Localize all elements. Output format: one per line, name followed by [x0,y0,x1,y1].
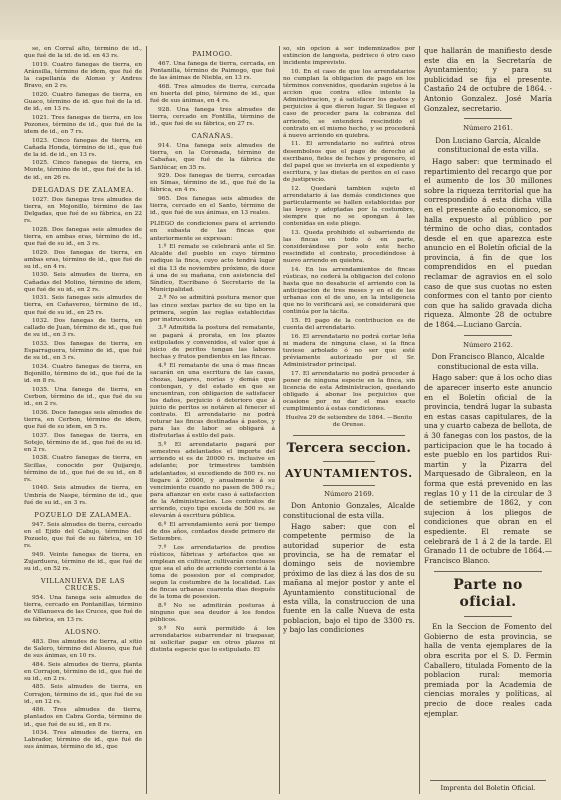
list-item: se, en Corral alto, término de id., que fué de la id. de id. en 43 rs. [24,46,142,60]
list-item: 1035. Una fanega de tierra, en Cerbon, término de id., que fué de su id., en 2 rs. [24,386,142,408]
divider [464,616,512,617]
list-item: 1031. Seis fanegas seis almudes de tierra, en Cañavereo, término de id., que fué de su id., en 25 rs. [24,295,142,316]
notice-number: Número 2169. [324,490,374,499]
list-item: 486. Tres almudes de tierra, plantados en Cabra Gorda, término de id., que fué de su id., en 8 rs. [24,707,142,728]
condition-item: 17. El arrendatario no podrá proceder á poner de ninguna especie en la finca, sin licencia de esta Administracion, quedando obligado á abonar los perjuicios que ocasione por no dar el mas exacto cumplimiento á estas condiciones. [283,370,415,413]
condition-item: 15. El pago de la contribucion es de cuenta del arrendatario. [283,318,415,332]
notice-body: En la Seccion de Fomento del Gobierno de esta provincia, se halla de venta ejemplares de la obra escrita por el S. D. Fermin Caballero, titulada Fomento de la poblacion rural: memoria premiada por la Academia de ciencias morales y políticas, al precio de doce reales cada ejemplar. [424,622,552,718]
date-line [283,415,415,429]
section-title-ayuntamientos: AYUNTAMIENTOS. [285,467,413,481]
col1-intro [24,46,142,182]
condition-item: 3.º Admitida la postura del rematante, se pagará á prorata, en los plazos estipulados y convenidos, el valor que á juicio de peritos tengan las labores hechas y frutos pendientes en las fincas. [150,325,275,360]
notice-body: Hago saber: que á los ocho dias de aparecer inserto este anuncio en el Boletín oficial de la provincia, tendrá lugar la subasta en estas casas capitulares, de la una y cuarto cabeza de bellota, de á 30 fanegas con los pastos, de la participacion que le ha tocado á este pueblo en los partidos Rui-martin y la Pizarra del Marquesado de Gibraleon, en la forma que está prevenido en las reglas 10 y 11 de la circular de 3 de setiembre de 1862, y con sujecion á los pliegos de condiciones que obran en el espediente. El remate se celebrará de 1 á 2 de la tarde. El Granado 11 de octubre de 1864.—Francisco Blanco. [424,373,552,565]
section-heading: CAÑAÑAS. [191,132,234,141]
notice-body: Hago saber: que terminado el repartimiento del recargo que por el aumento de los 30 millones sobre la riqueza territorial que ha correspondido á esta dicha villa en el presente año economico, se halla expuesto al público por término de ocho dias, contados desde el en que aparezca este anuncio en el Boletín oficial de la provincia, á fin de que los comprendidos en el puedan reclamar de agravios en el solo caso de que sus cuotas no esten conformes con el tanto por ciento con que ha salido gravada dicha riqueza. Almonte 28 de octubre de 1864.—Luciano García. [424,156,552,330]
column-divider [419,46,420,794]
list-item: 1038. Cuatro fanegas de tierra, en Sicillas, conocido por Quijarejo, término de id., que fué de su id., en 8 rs. [24,455,142,483]
column-4 [424,46,552,794]
notice-body: Hago saber: que con el competente permiso de la autoridad superior de esta provincia, se ha de rematar el domingo seis de noviembre próximo de las diez á las dos de su mañana al mejor postor y ante el Ayuntamiento constitucional de esta villa, la construccion de una fuente en la calle Nueva de esta poblacion, bajo el tipo de 3300 rs. y bajo las condiciones [283,521,415,635]
condition-item: 13. Queda prohibido el subarriendo de las fincas en todo ó en parte, considerándose por solo este hecho rescindido el contrato, procediéndose á nuevo arriendo en quiebra. [283,229,415,265]
condition-item: 11. El arrendatario no sufrirá otros desembolsos que el pago de derecho al escribano, fieles de fechos y pregonero, el del papel que se invierta en el expediente y escritura, y las dietas de peritos en el caso de justiprecio. [283,141,415,183]
list-item: 485. Seis almudes de tierra, en Corrajon, término de id., que fué de su id., en 12 rs. [24,684,142,705]
section-heading: PAIMOGO. [192,50,233,58]
condition-item: 1.º El remate se celebrará ante el Sr. Alcalde del pueblo en cuyo término radique la finca, cuyo acto tendrá lugar el dia 13 de noviembre próximo, de doce á una de su mañana, con asistencia del Síndico, Escribano ó Secretario de la Municipalidad. [150,244,275,293]
divider [464,335,512,336]
column-1 [24,46,142,794]
divider [323,485,375,486]
section-heading: VILLANUEVA DE LAS CRUCES. [40,577,126,593]
section-heading: DELGADAS DE ZALAMEA. [31,185,135,194]
list-item: 468. Tres almudes de tierra, cercada en huerta del pino, término de id., que fué de sus ánimas, en 4 rs. [150,83,275,105]
condition-item: 2.º No se admitirá postura menor que las cinco sextas partes de su tipo en la primera, según las reglas establecidas por instruccion. [150,295,275,323]
list-item: 1036. Doce fanegas seis almudes de tierra, en Cerbon, término de idem, que fué de su idem, en 5 rs. [24,409,142,430]
list-item: 1021. Tres fanegas de tierra, en los Pozones, término de id., que fué de la idem de id., en 7 rs. [24,114,142,135]
list-item: 1030. Seis almudes de tierra, en Cañadas del Molino, término de idem, que fué de su id., en 2 rs. [24,272,142,293]
condition-item: 10. En el caso de que los arrendatarios no cumplan la obligacion de pago en los términos convenidos, quedarán sujetos á la accion que contra ellos intente la Administracion, y á satisfacer los gastos y perjuicios á que dieren lugar. Si llegase el caso de proceder para la cobranza del arriendo, se entenderá rescindido el contrato en el mismo hecho, y se procederá á nuevo arriendo en quiebra. [283,68,415,139]
list-item: 1029. Dos fanegas de tierra, en ambas eras, término de id., que fué de su id., en 4 rs. [24,249,142,270]
column-divider [146,46,147,794]
condition-item: 4.º El rematante de una ó mas fincas sacarán en una escritura de las casas, chozas, lagares, norias y demás que contengan, y del estado en que se encuentran, con obligacion de satisfacer los daños, perjuicio ó deterioro que á juicio de peritos se notáren al fenecer el contrato. El arrendatario no podrá roturar las fincas destinadas á pastos, y para las de labor se obligará á disfrutarlas á estilo del pais. [150,362,275,440]
list-item: 1034. Cuatro fanegas de tierra, en Bojonillo, término de id., que fué de la id. en 8 rs. [24,363,142,385]
list-item: 949. Veinte fanegas de tierra, en Zujarduera, término de id., que fué de su id., en 52 rs. [24,551,142,572]
section-title-tercera: Tercera seccion. [286,441,412,457]
list-item: 1034. Tres almudes de tierra, en Labrador, término de id., que fué de sus ánimas, término de id., que [24,730,142,751]
condition-item: so, sin opcion á ser indemnizados por extincion de langosta, pedrisco ó otro caso incidente imprevisto. [283,46,415,67]
condition-item: 16. El arrendatario no podrá cortar leña ni madera de ninguna clase, si la finca tuviese arbolado ó no ser que esté préviamente autorizado por el Sr. Administrador principal. [283,333,415,369]
list-item: 1023. Cinco fanegas de tierra, en Cañada Honda, término de id., que fué de la id. de id., en 13 rs. [24,137,142,158]
notice-body: que hallarán de manifiesto desde este dia en la Secretaría de Ayuntamiento; y para su publicidad se fija el presente. Castaño 24 de octubre de 1864. -Antonio Gonzalez. José María Gonzalez, secretario. [424,46,552,113]
signature-text: —Benito de Orense. [332,415,413,429]
condition-item: 7.º Los arrendatarios de predios rústicos, fábricas y artefactos que se emplean en cultivar, cultivarán conclusos que sea el año de arriendo corriente á la toma de posesion por el comprador, segun la costumbre de la localidad. Las de fincas urbanas cuarenta dias después de la toma de posesion. [150,544,275,601]
column-divider [279,46,280,794]
condition-item: 5.º El arrendatario pagará por semestres adelantados el importe del arriendo si es de 20000 rs. inclusive en adelante; por trimestres también adelantados, si excediendo de 500 rs. no llegare á 20000, y anualmente á su vencimiento cuando no pasen de 500 rs.; para afianzar en este caso á satisfaccion de la Administracion. Los contratos de arriendo, cuyo tipo exceda de 500 rs. se elevarán á escritura pública. [150,442,275,520]
list-item: 1032. Dos fanegas de tierra, en callado de Juan, término de id., que fué de su id., en 3 rs. [24,318,142,339]
list-item: 928. Una fanega tres almudes de tierra, cercado en Fontilla, término de id., que fué de su fábrica, en 27 rs. [150,106,275,128]
list-item: 1027. Dos fanegas tres almudes de tierra, en Mojonillo, término de las Delgadas, que fué de su fábrica, en 22 rs. [24,196,142,225]
notice-header: Don Antonio Gonzales, Alcalde constitucional de esta villa. [283,501,415,520]
divider [434,571,542,572]
list-item: 947. Seis almudes de tierra, cercado en el Ejido del Cabujo, término del Pozuelo, que fué de su fábrica, en 10 rs. [24,521,142,550]
condition-item: 12. Quedará tambien sujeto el arrendatario á las demás condiciones que particularmente se hallen establecidas por las leyes y adoptadas por la costumbre, siempre que no se opongan á las contenidas en este pliego. [283,185,415,228]
divider [293,435,405,436]
list-item: 484. Seis almudes de tierra, planta en Corrajon, término de id., que fué de su id., en 2 rs. [24,661,142,682]
notice-number: Número 2162. [463,340,513,349]
imprenta-footer [424,780,552,792]
date-text: Huelva 29 de setiembre de 1864. [285,415,386,422]
list-item: 914. Una fanega seis almudes de tierra, en la Coronada, término de Cabañas, que fué de la fábrica de Sanlúcar, en 35 rs. [150,143,275,171]
column-3 [283,46,415,794]
divider [323,461,375,462]
condition-item: 14. En los arrendamientos de fincas rústicas, no cederá la obligacion del colono hasta que no desahucie el arriendo con la anticipacion de tres meses y en el de las urbanas con el de uno, en la inteligencia que no lo verificará así, se considerará que continúa por la tácita. [283,266,415,316]
section-heading: ALOSNO. [64,627,102,636]
divider [464,118,512,119]
list-item: 1037. Dos fanegas de tierra, en Sotejo, término de id., que fué de su id. en 2 rs. [24,432,142,453]
page-top-edge [0,0,561,40]
column-2 [150,46,275,794]
notice-header: Don Francisco Blanco, Alcalde constitucional de esta villa. [431,352,545,371]
section-title-parte: Parte no oficial. [453,577,523,611]
notice-number: Número 2161. [463,124,513,133]
list-item: 1025. Cinco fanegas de tierra, en Monte, término de id., que fué de la id. de id., en 26 rs. [24,160,142,181]
condition-item: 9.º No será permitido á los arrendatarios subarrendar ni traspasar, ni solicitar pagar en otros plazos ni distinta especie que lo estipulado. El [150,625,275,654]
section-heading: POZUELO DE ZALAMEA. [34,510,132,519]
list-item: 1019. Cuatro fanegas de tierra, en Aránsilla, término de idem, que fué de la capellanía de Alonso y Andres Bravo, en 2 rs. [24,61,142,90]
condition-item: 6.º El arrendamiento será por tiempo de dos años, contados desde primero de Setiembre. [150,521,275,542]
list-item: 1020. Cuatro fanegas de tierra, en Guaco, término de id. que fué de la id. de id., en 13 rs. [24,91,142,112]
list-item: 1040. Seis almudes de tierra, en Umbría de Naspe, término de id., que fué de su id., en 3 rs. [24,485,142,506]
pliego-title: PLIEGO de condiciones para el arriendo en subasta de las fincas que anteriormente se expresan: [150,221,275,242]
imprenta-text: Imprenta del Boletin Oficial. [440,784,536,792]
list-item: 965. Dos fanegas seis almudes de tierra, cercado en el Santo, término de id., que fué de sus ánimas, en 13 reales. [150,196,275,217]
list-item: 1028. Dos fanegas seis almudes de tierra, en ambas eras, término de id., que fué de su id., en 3 rs. [24,226,142,247]
list-item: 954. Una fanega seis almudes de tierra, cercado en Pontanillas, término de Villanueva de las Cruces, que fué de su fábrica, en 13 rs. [24,595,142,623]
divider [430,780,546,781]
condition-item: 8.º No se admitirán posturas á ninguno que sea deudor á los fondos públicos. [150,602,275,624]
list-item: 483. Dos almudes de tierra, al sitio de Salero, término del Alosno, que fué de sus ánimas, en 10 rs. [24,638,142,659]
list-item: 1033. Dos fanegas de tierra, en Esparraguera, término de id., que fué de su id., en 3 rs. [24,341,142,362]
list-item: 467. Una fanega de tierra, cercada, en Pontanilla, término de Paimogo, que fué de las ánimas de Niebla, en 13 rs. [150,61,275,82]
list-item: 929. Dos fanegas de tierra, cercadas en Simas, término de id., que fué de la fábrica, en 4 rs. [150,173,275,194]
notice-header: Don Luciano García, Alcalde constitucional de esta villa. [435,135,541,155]
